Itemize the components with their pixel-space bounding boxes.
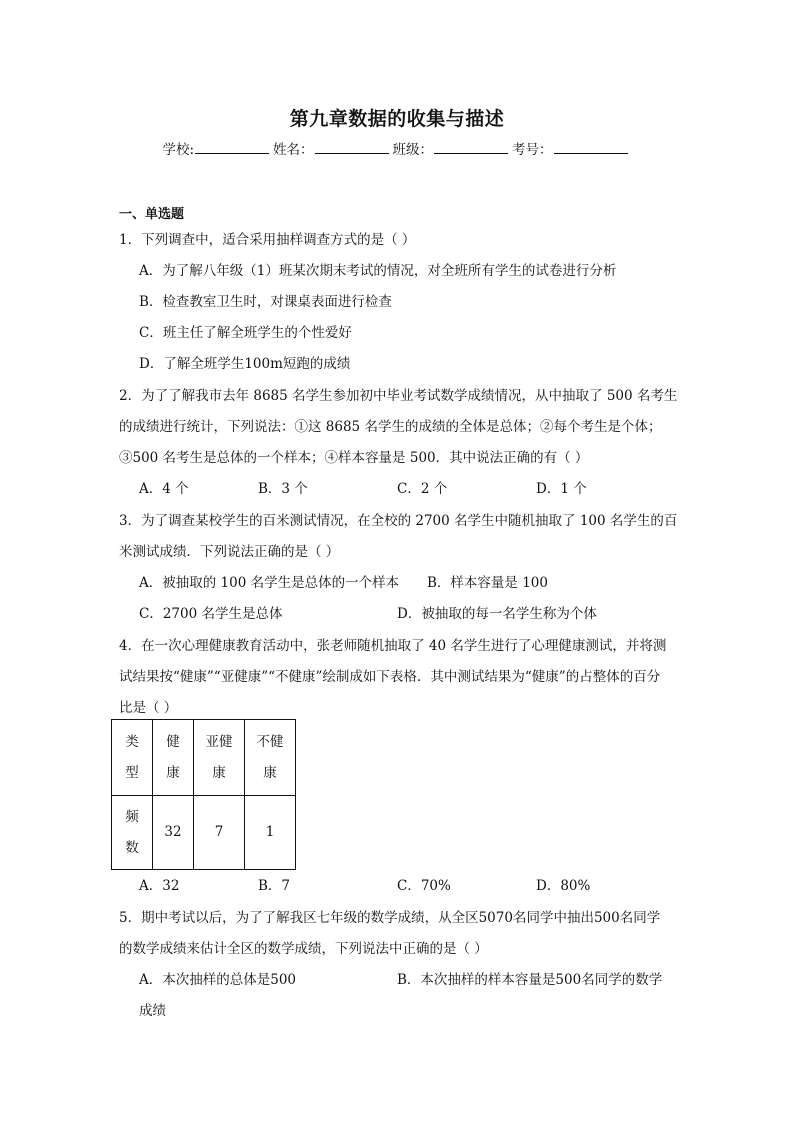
table-row: [112, 720, 296, 796]
class-blank[interactable]: [434, 140, 508, 154]
name-label: 姓名：: [273, 142, 314, 158]
q3-option-c: C．2700 名学生是总体: [139, 606, 283, 622]
q2-option-c: C．2 个: [397, 481, 448, 497]
q4-line1: 4．在一次心理健康教育活动中，张老师随机抽取了 40 名学生进行了心理健康测试，并将测: [119, 638, 667, 654]
student-info-line: [0, 138, 794, 158]
q1-option-c: C．班主任了解全班学生的个性爱好: [139, 325, 352, 341]
q5-option-b-continued: 成绩: [139, 1003, 166, 1019]
table-cell: 7: [194, 796, 245, 870]
q2-option-d: D．1 个: [536, 481, 587, 497]
q5-line2: 的数学成绩来估计全区的数学成绩，下列说法中正确的是（ ）: [119, 941, 488, 957]
q2-line2: 的成绩进行统计，下列说法：①这 8685 名学生的成绩的全体是总体；②每个考生是个体；: [119, 419, 662, 435]
table-header-cell: 不健 康: [245, 720, 296, 796]
q1-stem: 1．下列调查中，适合采用抽样调查方式的是（ ）: [119, 232, 416, 248]
table-row: [112, 796, 296, 870]
q4-option-c: C．70%: [397, 878, 451, 894]
q4-option-d: D．80%: [536, 878, 591, 894]
section-heading: 一、单选题: [119, 207, 185, 222]
table-cell: 32: [153, 796, 194, 870]
q3-option-a: A．被抽取的 100 名学生是总体的一个样本: [139, 575, 400, 591]
school-blank[interactable]: [195, 140, 269, 154]
q5-option-a: A．本次抽样的总体是500: [139, 972, 297, 988]
q2-option-a: A．4 个: [139, 481, 189, 497]
page-title: 第九章数据的收集与描述: [289, 108, 505, 130]
q4-line2: 试结果按“健康”“亚健康”“不健康”绘制成如下表格．其中测试结果为“健康”的占整体的百分: [119, 669, 661, 685]
class-label: 班级：: [392, 142, 434, 158]
table-header-cell: 健 康: [153, 720, 194, 796]
school-label: 学校:: [162, 142, 195, 158]
q1-option-d: D．了解全班学生100m短跑的成绩: [139, 356, 351, 372]
q3-line1: 3．为了调查某校学生的百米测试情况，在全校的 2700 名学生中随机抽取了 100 名学生的百: [119, 513, 678, 529]
q4-option-a: A．32: [139, 878, 180, 894]
q2-line3: ③500 名考生是总体的一个样本；④样本容量是 500．其中说法正确的有（ ）: [119, 450, 589, 466]
table-header-cell: 类 型: [112, 720, 153, 796]
q2-option-b: B．3 个: [258, 481, 308, 497]
q4-option-b: B．7: [258, 878, 291, 894]
q5-option-b: B．本次抽样的样本容量是500名同学的数学: [397, 972, 663, 988]
q2-line1: 2．为了了解我市去年 8685 名学生参加初中毕业考试数学成绩情况，从中抽取了 500 名考生: [119, 388, 678, 404]
name-blank[interactable]: [315, 140, 389, 154]
q3-option-d: D．被抽取的每一名学生称为个体: [397, 606, 597, 622]
exam-no-blank[interactable]: [554, 140, 628, 154]
q1-option-a: A．为了解八年级（1）班某次期末考试的情况，对全班所有学生的试卷进行分析: [139, 263, 617, 279]
q4-line3: 比是（ ）: [119, 700, 178, 716]
exam-no-label: 考号：: [512, 142, 553, 158]
q5-line1: 5．期中考试以后，为了了解我区七年级的数学成绩，从全区5070名同学中抽出500名同学: [119, 910, 661, 926]
table-cell: 频 数: [112, 796, 153, 870]
q1-option-b: B．检查教室卫生时，对课桌表面进行检查: [139, 294, 392, 310]
frequency-table: [111, 719, 296, 870]
q3-line2: 米测试成绩．下列说法正确的是（ ）: [119, 544, 340, 560]
q3-option-b: B．样本容量是 100: [427, 575, 548, 591]
table-cell: 1: [245, 796, 296, 870]
table-header-cell: 亚健 康: [194, 720, 245, 796]
